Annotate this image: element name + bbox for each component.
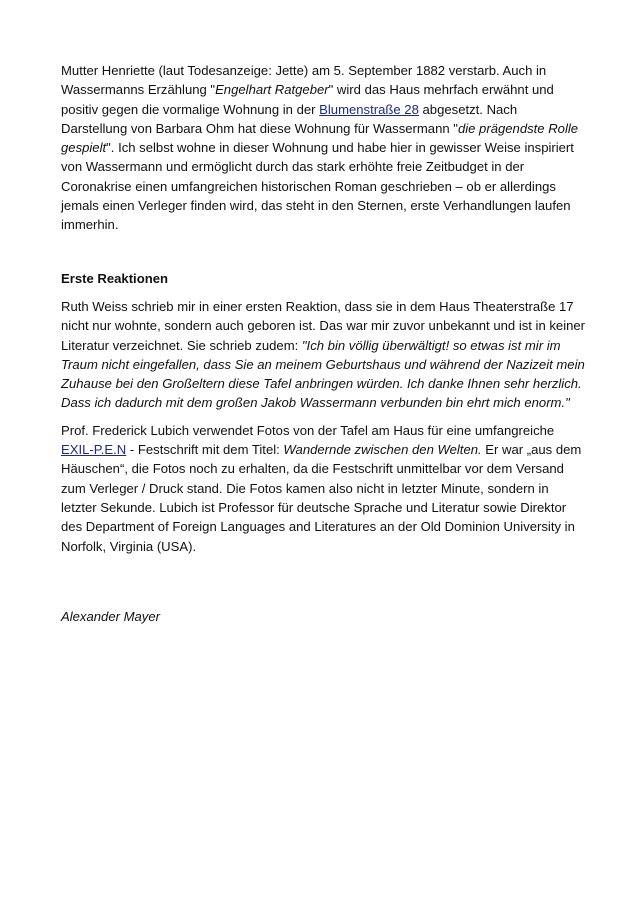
text-run: des Department of Foreign Languages and Literatures an der Old Dominion University in xyxy=(61,519,575,535)
text-run: Häuschen“, die Fotos noch zu erhalten, da die Festschrift unmittelbar vor dem Versand xyxy=(61,461,564,477)
italic-text: Zuhause bei den Großeltern diese Tafel anbringen würden. Ich danke Ihnen sehr herzlich. xyxy=(61,376,582,392)
hyperlink[interactable]: Blumenstraße 28 xyxy=(319,101,419,117)
text-line xyxy=(61,440,581,459)
text-line xyxy=(61,138,581,157)
text-line xyxy=(61,119,581,138)
text-run: zum Verleger / Druck stand. Die Fotos kamen also nicht in letzter Minute, sondern in xyxy=(61,480,549,496)
text-line xyxy=(61,393,581,412)
author-signature: Alexander Mayer xyxy=(61,608,160,624)
text-run: Wassermanns Erzählung " xyxy=(61,82,216,98)
text-run: Er war „aus dem xyxy=(481,442,582,458)
section-intro xyxy=(61,61,581,235)
text-line xyxy=(61,374,581,393)
paragraph xyxy=(61,61,581,235)
italic-text: die prägendste Rolle xyxy=(457,120,579,136)
text-run: Ruth Weiss schrieb mir in einer ersten Reaktion, dass sie in dem Haus Theaterstraße 17 xyxy=(61,298,574,314)
italic-text: Dass ich dadurch mit dem großen Jakob Wassermann verbunden bin ehrt mich enorm." xyxy=(61,395,570,411)
text-line xyxy=(61,157,581,176)
text-run: Norfolk, Virginia (USA). xyxy=(61,538,197,554)
text-run: Literatur verzeichnet. Sie schrieb zudem: xyxy=(61,337,302,353)
italic-text: gespielt xyxy=(61,140,107,156)
text-run: - Festschrift mit dem Titel: xyxy=(126,442,284,458)
text-run: Darstellung von Barbara Ohm hat diese Wohnung für Wassermann " xyxy=(61,120,458,136)
text-line xyxy=(61,100,581,119)
italic-text: Wandernde zwischen den Welten. xyxy=(283,442,482,458)
text-run: von Wassermann und ermöglicht durch das stark erhöhte freie Zeitbudget in der xyxy=(61,159,525,175)
text-line xyxy=(61,459,581,478)
text-run: immerhin. xyxy=(61,217,119,233)
text-line xyxy=(61,80,581,99)
text-run: nicht nur wohnte, sondern auch geboren ist. Das war mir zuvor unbekannt und ist in keiner xyxy=(61,318,586,334)
document-page xyxy=(61,61,586,626)
text-line xyxy=(61,61,581,80)
text-line xyxy=(61,215,581,234)
text-run: Mutter Henriette (laut Todesanzeige: Jette) am 5. September 1882 verstarb. Auch in xyxy=(61,63,547,78)
text-run: positiv gegen die vormalige Wohnung in der xyxy=(61,101,320,117)
text-run: letzter Sekunde. Lubich ist Professor für deutsche Sprache und Literatur sowie Direktor xyxy=(61,499,567,515)
text-line xyxy=(61,421,581,440)
italic-text: "Ich bin völlig überwältigt! so etwas ist mir im xyxy=(301,337,561,353)
text-run: Coronakrise einen umfangreichen historischen Roman geschrieben – ob er allerdings xyxy=(61,178,556,194)
text-line xyxy=(61,177,581,196)
text-line xyxy=(61,498,581,517)
text-line xyxy=(61,297,581,316)
text-run: abgesetzt. Nach xyxy=(418,101,518,117)
section-heading: Erste Reaktionen xyxy=(61,270,168,286)
text-line xyxy=(61,196,581,215)
text-line xyxy=(61,336,581,355)
text-line xyxy=(61,355,585,374)
text-line xyxy=(61,479,581,498)
section-reactions xyxy=(61,297,586,556)
text-run: jemals einen Verleger finden wird, das steht in den Sternen, erste Verhandlungen laufen xyxy=(61,198,571,214)
text-line xyxy=(61,517,581,536)
text-line xyxy=(61,316,586,335)
italic-text: Traum nicht eingefallen, dass Sie an meinem Geburtshaus und während der Nazizeit mein xyxy=(61,356,585,372)
text-line xyxy=(61,537,581,556)
text-run: " wird das Haus mehrfach erwähnt und xyxy=(328,82,554,98)
text-run: ". Ich selbst wohne in dieser Wohnung und habe hier in gewisser Weise inspiriert xyxy=(106,140,574,156)
italic-text: Engelhart Ratgeber xyxy=(215,82,329,98)
paragraph xyxy=(61,421,581,556)
text-run: Prof. Frederick Lubich verwendet Fotos von der Tafel am Haus für eine umfangreiche xyxy=(61,422,555,438)
hyperlink[interactable]: EXIL-P.E.N xyxy=(61,442,127,458)
paragraph xyxy=(61,297,586,413)
